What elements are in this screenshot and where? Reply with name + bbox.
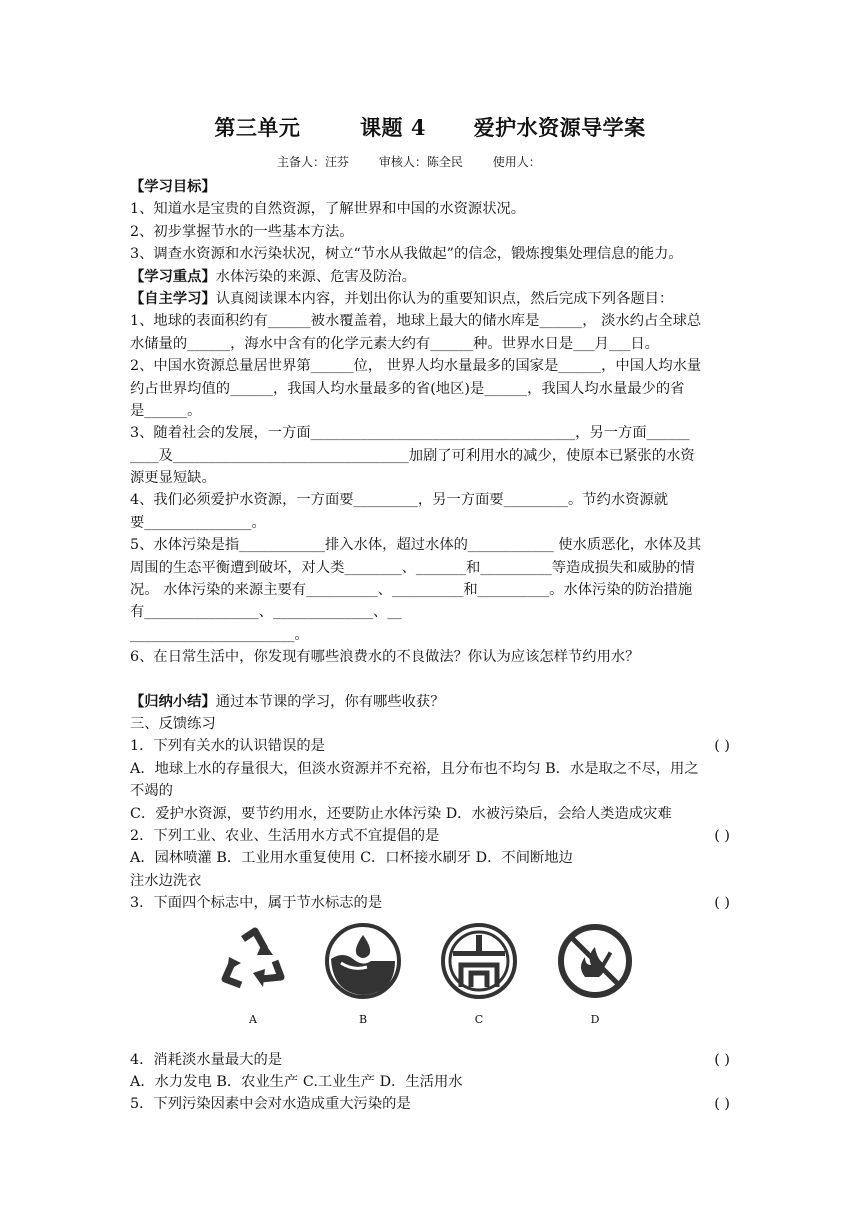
question-2c: 是______。 [130, 402, 202, 419]
exercise-2 [130, 825, 730, 847]
exercise-2-options-cont: 注水边洗衣 [130, 872, 202, 889]
recycle-icon [213, 921, 293, 1001]
question-4b: 要_______________。 [130, 514, 266, 531]
logo-option-b [318, 921, 408, 1031]
question-5d: 有________________、______________、__ [130, 604, 402, 621]
building-emblem-icon [439, 921, 519, 1001]
logo-d-label: D [590, 1012, 600, 1026]
reviewer: 审核人：陈全民 [378, 155, 463, 169]
answer-blank-5: ( ) [714, 1096, 730, 1113]
question-4a: 4、我们必须爱护水资源，一方面要_________，另一方面要_________。节约水资源就 [130, 492, 669, 509]
question-1b: 水储量的______，海水中含有的化学元素大约有______种。世界水日是___月___日。 [130, 335, 659, 352]
section-focus-heading: 【学习重点】 [130, 268, 216, 285]
exercise-5 [130, 1093, 730, 1115]
answer-blank-1: ( ) [714, 738, 730, 755]
section-goals-heading: 【学习目标】 [130, 179, 216, 195]
question-2a: 2、中国水资源总量居世界第______位， 世界人均水量最多的国家是______，中国人均水量 [130, 358, 702, 375]
exercise-1-option-a-b: A．地球上水的存量很大，但淡水资源并不充裕，且分布也不均匀 B．水是取之不尽，用之 [130, 760, 699, 777]
question-3c: 源更显短缺。 [130, 470, 216, 487]
exercise-1-option-c-d: C．爱护水资源，要节约用水，还要防止水体污染 D．水被污染后，会给人类造成灾难 [130, 805, 672, 822]
water-drop-hand-icon [323, 921, 403, 1001]
answer-blank-3: ( ) [714, 895, 730, 912]
logo-b-label: B [358, 1012, 368, 1026]
question-3b: ____及_________________________________加剧了可利用水的减少，使原本已紧张的水资 [130, 447, 695, 464]
title-unit: 第三单元 [214, 115, 301, 140]
question-1a: 1、地球的表面积约有______被水覆盖着，地球上最大的储水库是______， 淡水约占全球总 [130, 313, 702, 330]
logo-option-d [550, 921, 640, 1031]
logo-a-label: A [249, 1012, 257, 1026]
exercise-1-option-b-cont: 不竭的 [130, 783, 173, 800]
exercise-4 [130, 1049, 730, 1071]
goal-2: 2、初步掌握节水的一些基本方法。 [130, 223, 354, 240]
exercise-5-stem: 5．下列污染因素中会对水造成重大污染的是 [130, 1096, 411, 1113]
summary-line [130, 691, 730, 713]
question-6: 6、在日常生活中，你发现有哪些浪费水的不良做法？你认为应该怎样节约用水？ [130, 649, 640, 666]
summary-text: 通过本节课的学习，你有哪些收获？ [215, 693, 445, 710]
question-2b: 约占世界均值的______，我国人均水量最多的省(地区)是______，我国人均水量最少的省 [130, 380, 685, 397]
question-5c: 况。 水体污染的来源主要有__________、__________和__________。水体污染的防治措施 [130, 582, 693, 599]
goal-1: 1、知道水是宝贵的自然资源，了解世界和中国的水资源状况。 [130, 201, 526, 218]
exercise-1 [130, 735, 730, 757]
answer-blank-4: ( ) [714, 1051, 730, 1068]
logo-options [130, 921, 730, 1049]
exercise-2-options: A．园林喷灌 B．工业用水重复使用 C．口杯接水刷牙 D．不间断地边 [130, 850, 573, 867]
goal-3: 3、调查水资源和水污染状况，树立“节水从我做起”的信念，锻炼搜集处理信息的能力。 [130, 246, 683, 263]
question-5b: 周围的生态平衡遭到破坏，对人类________、_______和__________等造成损失和威胁的情 [130, 559, 695, 576]
user-field: 使用人： [492, 155, 541, 169]
section-self-study-heading: 【自主学习】 [130, 290, 216, 307]
title-lesson: 课题 4 [360, 115, 426, 140]
question-5a: 5、水体污染是指____________排入水体，超过水体的____________ 使水质恶化，水体及其 [130, 537, 702, 554]
answer-blank-2: ( ) [714, 827, 730, 844]
question-5e: _______________________。 [130, 626, 309, 643]
exercise-1-stem: 1．下列有关水的认识错误的是 [130, 738, 325, 755]
logo-option-c [434, 921, 524, 1031]
preparer: 主备人：汪芬 [277, 155, 350, 169]
title-topic: 爱护水资源导学案 [473, 115, 646, 140]
exercise-4-stem: 4．消耗淡水量最大的是 [130, 1051, 283, 1068]
no-fire-icon [555, 921, 635, 1001]
logo-c-label: C [474, 1012, 484, 1026]
exercise-3-stem: 3．下面四个标志中，属于节水标志的是 [130, 895, 383, 912]
exercise-4-options: A．水力发电 B．农业生产 C.工业生产 D．生活用水 [130, 1073, 463, 1090]
focus-text: 水体污染的来源、危害及防治。 [215, 268, 416, 285]
author-info [277, 153, 567, 170]
self-study-line [130, 288, 730, 310]
section-feedback-heading: 三、反馈练习 [130, 715, 216, 732]
worksheet-content [130, 176, 730, 1116]
focus-line [130, 266, 730, 288]
self-study-text: 认真阅读课本内容，并划出你认为的重要知识点，然后完成下列各题目： [215, 290, 674, 307]
section-summary-heading: 【归纳小结】 [130, 693, 216, 710]
exercise-2-stem: 2．下列工业、农业、生活用水方式不宜提倡的是 [130, 827, 440, 844]
question-3a: 3、随着社会的发展，一方面_____________________________________，另一方面______ [130, 425, 690, 442]
page-title [0, 112, 860, 142]
logo-option-a [208, 921, 298, 1031]
exercise-3 [130, 892, 730, 914]
